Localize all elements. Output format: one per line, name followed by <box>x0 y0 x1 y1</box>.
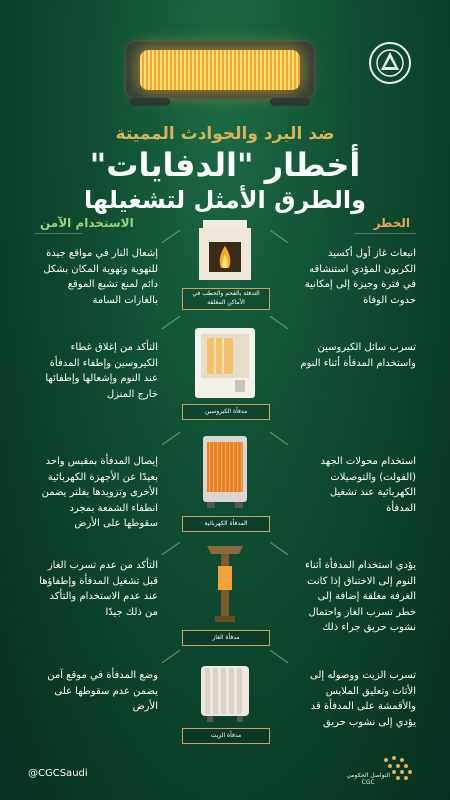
divider <box>34 233 82 234</box>
danger-text: استخدام محولات الجهد (الفولت) والتوصيلات الكهربائية عند تشغيل المدفأة <box>320 456 416 514</box>
item-caption: المدفأة الكهربائية <box>182 516 270 532</box>
page-title: أخطار "الدفايات" <box>89 146 361 184</box>
safe-text: التأكد من إغلاق غطاء الكيروسين وإطفاء المدفأة عند النوم وإشعالها وإطفائها خارج المنزل <box>45 342 158 400</box>
item-caption: مدفأة الغاز <box>182 630 270 646</box>
danger-column-label: الخطر <box>373 216 410 230</box>
safe-text: وضع المدفأة في موقع آمن يضمن عدم سقوطها على الأرض <box>47 670 158 712</box>
connector-line <box>270 542 289 555</box>
cgc-logo-text-ar: التواصل الحكومي <box>346 772 390 779</box>
connector-line <box>162 542 181 555</box>
connector-line <box>162 230 181 243</box>
connector-line <box>162 650 181 663</box>
safe-text: التأكد من عدم تسرب الغاز قبل تشغيل المدفأة وإطفاؤها عند عدم الاستخدام والتأكد من ذلك جيدًا <box>39 560 158 618</box>
cgc-logo-text-en: CGC <box>361 779 375 787</box>
connector-line <box>162 316 181 329</box>
emblem-icon <box>367 40 413 86</box>
safe-column-label: الاستخدام الآمن <box>40 216 134 230</box>
electric-heater-icon <box>185 432 265 512</box>
safe-text: إشعال النار في مواقع جيدة للتهوية وتهوية المكان بشكل دائم لمنع تشبع الموقع بالغازات السامة <box>43 248 158 306</box>
heater-illustration <box>116 40 324 106</box>
kerosene-heater-icon <box>185 324 265 404</box>
heater-leg <box>270 98 310 106</box>
heater-glow <box>140 50 300 90</box>
cgc-logo-text <box>346 772 390 786</box>
divider <box>354 233 416 234</box>
item-caption: التدفئة بالفحم والحطب في الأماكن المغلقة <box>182 288 270 310</box>
heater-leg <box>130 98 170 106</box>
social-handle[interactable]: @CGCSaudi <box>28 768 88 779</box>
connector-line <box>270 230 289 243</box>
item-caption: مدفأة الزيت <box>182 728 270 744</box>
danger-text: انبعاث غاز أول أكسيد الكربون المؤدي استنشاقه في فترة وجيزة إلى إمكانية حدوث الوفاة <box>304 248 416 306</box>
safe-text: إيصال المدفأة بمقبس واحد بعيدًا عن الأجهزة الكهربائية الأخرى وتزويدها بفلتر يضمن انطفاء الشمعة بمجرد سقوطها على الأرض <box>41 456 158 529</box>
gas-heater-icon <box>185 540 265 630</box>
danger-text: تسرب سائل الكيروسين واستخدام المدفأة أثناء النوم <box>300 342 416 369</box>
connector-line <box>270 432 289 445</box>
civil-defense-emblem <box>360 40 420 110</box>
danger-text: يؤدي استخدام المدفأة أثناء النوم إلى الاختناق إذا كانت الغرفة مغلقة إضافة إلى خطر تسرب الغاز واحتمال نشوب حريق جراء ذلك <box>305 560 416 633</box>
page-title-line2: والطرق الأمثل لتشغيلها <box>83 186 367 214</box>
oil-heater-icon <box>185 656 265 728</box>
connector-line <box>270 650 289 663</box>
item-caption: مدفأة الكيروسين <box>182 404 270 420</box>
connector-line <box>270 316 289 329</box>
danger-text: تسرب الزيت ووصوله إلى الأثاث وتعليق الملابس والأقمشة على المدفأة قد يؤدي إلى نشوب حريق <box>309 670 416 728</box>
connector-line <box>162 432 181 445</box>
subtitle: ضد البرد والحوادث المميتة <box>115 124 335 144</box>
fireplace-icon <box>185 216 265 286</box>
